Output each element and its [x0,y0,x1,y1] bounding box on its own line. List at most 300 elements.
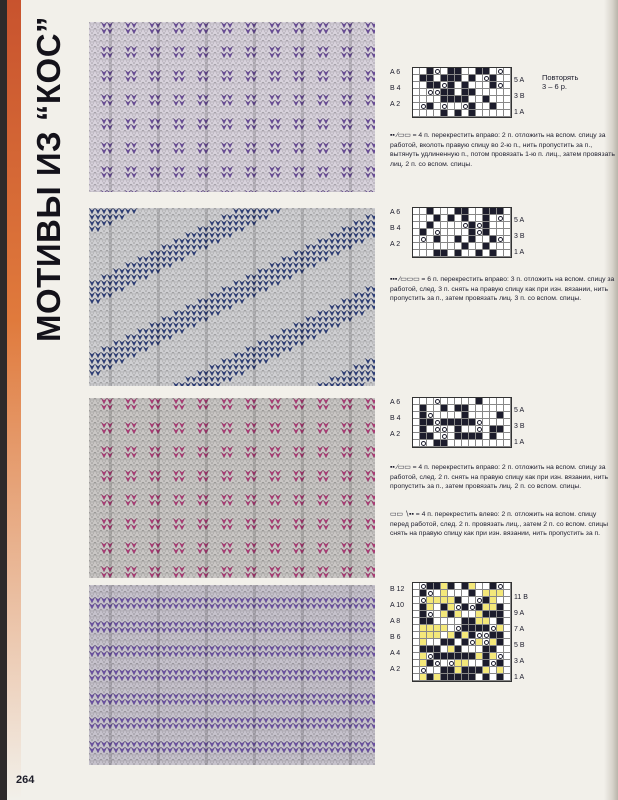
chart-cell [469,583,476,590]
chart-cell [490,243,497,250]
chart-cell [490,632,497,639]
chart-cell [462,426,469,433]
chart-cell [497,646,504,653]
chart-cell [504,639,511,646]
chart-cell [441,222,448,229]
chart-cell [497,419,504,426]
chart-cell [476,222,483,229]
chart-cell [476,229,483,236]
chart-cell [469,604,476,611]
row-label: 3 B [514,233,525,240]
chart-cell [483,639,490,646]
chart-cell [497,604,504,611]
chart-pattern-2 [390,205,605,265]
chart-cell [469,618,476,625]
chart-cell [427,667,434,674]
chart-grid [412,582,512,682]
chart-cell [476,96,483,103]
chart-cell [490,208,497,215]
chart-cell [427,618,434,625]
chart-cell [490,618,497,625]
chart-cell [427,222,434,229]
row-label: 1 A [514,674,525,681]
chart-cell [490,103,497,110]
chart-cell [455,625,462,632]
chart-cell [441,433,448,440]
chart-cell [504,604,511,611]
chart-cell [434,625,441,632]
chart-cell [483,75,490,82]
chart-cell [413,674,420,681]
chart-cell [434,583,441,590]
chart-cell [483,618,490,625]
chart-cell [497,82,504,89]
chart-cell [441,583,448,590]
chart-cell [420,625,427,632]
chart-cell [427,632,434,639]
chart-cell [462,412,469,419]
chart-cell [462,611,469,618]
chart-cell [469,625,476,632]
chart-cell [448,625,455,632]
row-label: 5 A [514,407,525,414]
chart-cell [448,75,455,82]
chart-cell [434,590,441,597]
chart-cell [483,222,490,229]
chart-cell [504,583,511,590]
chart-cell [476,412,483,419]
chart-cell [420,405,427,412]
chart-cell [420,674,427,681]
chart-cell [469,96,476,103]
chart-cell [504,611,511,618]
chart-cell [462,103,469,110]
chart-cell [476,426,483,433]
chart-cell [455,412,462,419]
chart-cell [420,653,427,660]
chart-cell [434,604,441,611]
chart-cell [434,674,441,681]
chart-cell [490,667,497,674]
chart-cell [469,82,476,89]
chart-pattern-4 [390,580,605,690]
chart-cell [504,110,511,117]
chart-cell [455,646,462,653]
chart-cell [490,412,497,419]
legend-text: = 4 п. перекрестить вправо: 2 п. отложить на вспом. спицу за работой, след. 2 п. снять на правую спицу как при изн. вязании, нить пропустить за п., затем провязать лиц. 2 п. со вспом. спицы. [390,464,609,490]
chart-cell [413,625,420,632]
row-label: B 4 [390,415,401,422]
knit-sample-photo-4 [89,585,375,765]
chart-cell [441,96,448,103]
chart-cell [462,243,469,250]
chart-cell [448,639,455,646]
chart-cell [448,632,455,639]
chart-cell [434,632,441,639]
chart-cell [434,103,441,110]
chart-cell [455,639,462,646]
chart-cell [427,215,434,222]
chart-cell [490,398,497,405]
chart-cell [469,215,476,222]
chart-cell [483,590,490,597]
chart-cell [420,639,427,646]
chart-cell [448,250,455,257]
chart-cell [448,236,455,243]
chart-cell [476,590,483,597]
chart-cell [413,215,420,222]
chart-cell [427,646,434,653]
chart-cell [483,611,490,618]
chart-cell [434,215,441,222]
cable-symbol-icon: ▪▪ ∕▭▭ [390,132,411,139]
chart-cell [469,89,476,96]
chart-cell [413,236,420,243]
chart-cell [448,110,455,117]
chart-cell [441,590,448,597]
chart-cell [420,229,427,236]
chart-cell [413,222,420,229]
chart-cell [483,110,490,117]
chart-cell [497,208,504,215]
chart-cell [413,597,420,604]
chart-cell [441,660,448,667]
chart-cell [448,440,455,447]
chart-cell [476,632,483,639]
chart-cell [441,215,448,222]
chart-cell [413,82,420,89]
row-label: A 2 [390,241,401,248]
chart-cell [434,433,441,440]
chart-cell [434,68,441,75]
chart-cell [462,646,469,653]
chart-cell [476,646,483,653]
chart-cell [469,639,476,646]
chart-cell [413,75,420,82]
chart-cell [455,250,462,257]
chart-cell [434,250,441,257]
row-label: 1 A [514,109,525,116]
chart-cell [441,89,448,96]
chart-cell [483,236,490,243]
chart-grid [412,67,512,118]
chart-cell [420,604,427,611]
chart-cell [441,653,448,660]
chart-cell [420,250,427,257]
chart-cell [497,250,504,257]
chart-cell [420,660,427,667]
chart-cell [455,440,462,447]
chart-cell [476,215,483,222]
chart-cell [497,667,504,674]
chart-cell [455,89,462,96]
chart-cell [469,236,476,243]
chart-cell [420,440,427,447]
chart-cell [504,590,511,597]
chart-cell [490,250,497,257]
chart-cell [427,103,434,110]
chart-cell [490,440,497,447]
legend-pattern-2 [390,275,615,304]
chart-cell [462,660,469,667]
chart-cell [434,222,441,229]
chart-cell [497,632,504,639]
chart-cell [455,597,462,604]
chart-cell [462,597,469,604]
chart-cell [504,618,511,625]
chart-cell [462,639,469,646]
chart-cell [455,653,462,660]
chart-cell [413,653,420,660]
chart-cell [497,618,504,625]
chart-cell [448,419,455,426]
legend-text: = 4 п. перекрестить влево: 2 п. отложить на вспом. спицу перед работой, след. 2 п. провязать лиц., затем 2 п. со вспом. спицы снять на правую спицу как при изн. вязании, нить пропустить за п. [390,511,609,537]
chart-cell [413,590,420,597]
chart-cell [490,426,497,433]
chart-cell [413,419,420,426]
chart-cell [455,405,462,412]
chart-cell [420,243,427,250]
chart-cell [420,208,427,215]
chart-cell [469,208,476,215]
chart-cell [497,611,504,618]
chart-cell [504,75,511,82]
chart-cell [490,646,497,653]
chart-cell [455,215,462,222]
chart-cell [469,229,476,236]
chart-cell [434,110,441,117]
chart-cell [427,68,434,75]
chart-cell [420,75,427,82]
chart-cell [455,583,462,590]
row-label: 1 A [514,249,525,256]
chart-cell [413,639,420,646]
chart-cell [490,229,497,236]
chart-cell [462,674,469,681]
chart-cell [476,250,483,257]
row-label: 5 A [514,77,525,84]
chart-cell [483,419,490,426]
chart-cell [427,110,434,117]
chart-cell [476,89,483,96]
chart-cell [455,604,462,611]
chart-cell [483,89,490,96]
chart-cell [469,419,476,426]
chart-cell [427,250,434,257]
chart-cell [462,440,469,447]
chart-cell [427,625,434,632]
chart-cell [448,597,455,604]
chart-cell [413,604,420,611]
chart-cell [427,82,434,89]
chart-cell [427,604,434,611]
chart-cell [434,398,441,405]
chart-cell [427,398,434,405]
chart-cell [476,419,483,426]
chart-cell [469,103,476,110]
chart-cell [497,68,504,75]
chart-cell [455,103,462,110]
chart-cell [490,405,497,412]
row-label: 3 B [514,93,525,100]
chart-cell [462,632,469,639]
chart-cell [490,604,497,611]
chart-cell [469,405,476,412]
chart-cell [469,222,476,229]
chart-cell [455,660,462,667]
chart-cell [476,583,483,590]
chart-grid [412,397,512,448]
chart-cell [441,103,448,110]
chart-cell [490,236,497,243]
chart-cell [427,639,434,646]
chart-cell [490,625,497,632]
chart-cell [497,398,504,405]
legend-pattern-3b [390,510,615,539]
chart-cell [413,229,420,236]
chart-cell [476,611,483,618]
chart-cell [497,103,504,110]
chart-cell [462,618,469,625]
chart-cell [490,660,497,667]
chart-cell [469,110,476,117]
chart-cell [462,667,469,674]
chart-cell [441,674,448,681]
knit-sample-photo-1 [89,22,375,192]
chart-cell [490,674,497,681]
row-label: B 4 [390,225,401,232]
chart-cell [413,426,420,433]
chart-cell [483,426,490,433]
chart-cell [455,618,462,625]
chart-cell [497,653,504,660]
chart-cell [476,604,483,611]
chart-cell [434,89,441,96]
chart-cell [455,433,462,440]
chart-cell [427,674,434,681]
chart-cell [441,646,448,653]
chart-cell [427,89,434,96]
chart-cell [490,82,497,89]
chart-cell [448,583,455,590]
chart-cell [462,398,469,405]
chart-cell [504,674,511,681]
chart-cell [413,433,420,440]
chart-cell [420,583,427,590]
chart-cell [504,433,511,440]
chart-cell [455,75,462,82]
chart-cell [448,412,455,419]
chart-cell [504,440,511,447]
chart-cell [476,243,483,250]
chart-cell [455,68,462,75]
chart-cell [455,110,462,117]
chart-cell [427,405,434,412]
chart-cell [455,222,462,229]
chart-cell [497,243,504,250]
chart-cell [413,618,420,625]
chart-cell [434,426,441,433]
chart-cell [455,82,462,89]
chart-cell [469,433,476,440]
chart-cell [483,68,490,75]
chart-cell [483,653,490,660]
chart-cell [420,618,427,625]
chart-pattern-3 [390,395,605,455]
chart-cell [504,646,511,653]
chart-cell [413,68,420,75]
page-title: МОТИВЫ ИЗ “КОС” [30,15,67,342]
chart-cell [448,660,455,667]
chart-cell [476,440,483,447]
chart-cell [504,412,511,419]
chart-cell [455,667,462,674]
orange-accent-strip [7,0,21,800]
chart-cell [420,433,427,440]
chart-cell [476,68,483,75]
chart-cell [462,229,469,236]
chart-cell [441,632,448,639]
chart-cell [441,405,448,412]
chart-cell [420,103,427,110]
chart-cell [497,590,504,597]
chart-cell [434,243,441,250]
chart-cell [483,660,490,667]
chart-cell [490,222,497,229]
chart-cell [497,96,504,103]
chart-cell [462,405,469,412]
chart-cell [441,82,448,89]
chart-cell [427,660,434,667]
row-label: B 6 [390,634,401,641]
chart-cell [441,611,448,618]
chart-cell [420,96,427,103]
chart-cell [462,89,469,96]
chart-cell [469,75,476,82]
chart-cell [427,611,434,618]
chart-cell [441,412,448,419]
chart-cell [490,597,497,604]
chart-cell [448,646,455,653]
chart-cell [490,89,497,96]
chart-cell [504,222,511,229]
chart-cell [434,618,441,625]
chart-cell [462,653,469,660]
chart-cell [427,419,434,426]
chart-cell [476,674,483,681]
chart-cell [434,440,441,447]
chart-cell [483,604,490,611]
knit-sample-photo-2 [89,208,375,386]
chart-cell [476,398,483,405]
chart-cell [462,222,469,229]
chart-cell [413,583,420,590]
chart-cell [427,208,434,215]
chart-cell [483,103,490,110]
chart-cell [441,250,448,257]
chart-cell [455,96,462,103]
chart-cell [441,208,448,215]
chart-cell [427,243,434,250]
chart-cell [427,229,434,236]
chart-cell [483,597,490,604]
chart-cell [490,68,497,75]
chart-cell [455,674,462,681]
chart-cell [462,68,469,75]
chart-cell [427,583,434,590]
page-number: 264 [16,774,35,786]
chart-cell [504,68,511,75]
